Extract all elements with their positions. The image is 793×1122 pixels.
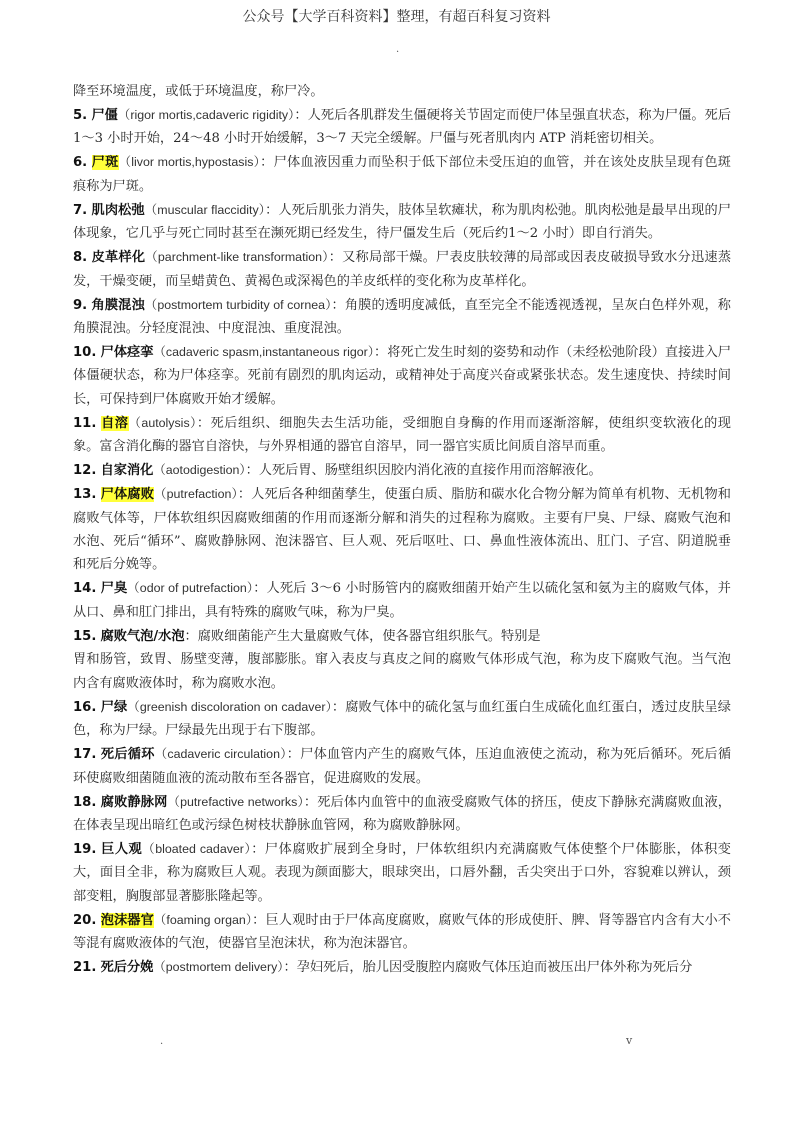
entry-term: 肌肉松弛 (91, 202, 145, 218)
entry-description: ：人死后各肌群发生僵硬将关节固定而使尸体呈强直状态，称为尸僵。死后 1～3 小时开始，24～48 小时开始缓解，3～7 天完全缓解。尸僵与死者肌肉内 ATP 消耗密切相关。 (73, 108, 732, 147)
entry-21 (73, 956, 731, 979)
page-header: 公众号【大学百科资料】整理，有超百科复习资料 (242, 9, 551, 25)
entry-term: 自溶 (101, 415, 129, 431)
entry-number: 19. (73, 841, 97, 857)
entry-number: 17. (73, 747, 97, 763)
entry-5 (73, 104, 731, 151)
entry-description: ：又称局部干燥。尸表皮肤较薄的局部或因表皮破损导致水分迅速蒸发，干燥变硬，而呈蜡黄色、黄褐色或深褐色的羊皮纸样的变化称为皮革样化。 (73, 250, 732, 289)
entry-description: ：人死后 3～6 小时肠管内的腐败细菌开始产生以硫化氢和氨为主的腐败气体，并从口、鼻和肛门排出，具有特殊的腐败气味，称为尸臭。 (73, 581, 731, 620)
entry-description: ：将死亡发生时刻的姿势和动作（未经松弛阶段）直接进入尸体僵硬状态，称为尸体痉挛。死前有剧烈的肌肉运动，或精神处于高度兴奋或紧张状态。发生速度快、持续时间长，可保持到尸体腐败开始才缓解。 (73, 345, 731, 407)
entry-english: （postmortem delivery） (153, 960, 284, 975)
entry-number: 15. (73, 628, 97, 644)
entry-number: 10. (73, 345, 97, 361)
entry-english: （aotodigestion） (153, 463, 246, 478)
entry-description: ：尸体血液因重力而坠积于低下部位未受压迫的血管，并在该处皮肤呈现有色斑痕称为尸斑。 (73, 155, 731, 194)
entry-12 (73, 459, 731, 482)
entry-term: 角膜混浊 (91, 297, 145, 313)
entry-english: （foaming organ） (153, 912, 253, 927)
entry-number: 21. (73, 960, 97, 976)
entry-english: （parchment-like transformation） (145, 250, 329, 265)
entry-number: 13. (73, 487, 97, 503)
entry-number: 14. (73, 581, 97, 597)
entry-english: （putrefactive networks） (167, 794, 304, 809)
entry-8 (73, 246, 731, 293)
entry-description: ：人死后肌张力消失，肢体呈软瘫状，称为肌肉松弛。肌肉松弛是最早出现的尸体现象，它几乎与死亡同时甚至在濒死期已经发生，待尸僵发生后（死后约1～2 小时）即自行消失。 (73, 202, 731, 242)
entry-english: （autolysis） (128, 415, 197, 430)
entry-term: 尸臭 (100, 581, 128, 597)
entry-description: ：巨人观时由于尸体高度腐败，腐败气体的形成使肝、脾、肾等器官内含有大小不等混有腐败液体的气泡，使器官呈泡沫状，称为泡沫器官。 (73, 912, 731, 952)
entry-term: 尸绿 (100, 699, 128, 715)
entry-9 (73, 294, 731, 341)
footer-mark-left: . (160, 1036, 164, 1047)
entry-english: （bloated cadaver） (142, 841, 252, 856)
entry-number: 6. (73, 155, 88, 171)
entry-english: （cadaveric circulation） (154, 747, 287, 762)
entry-description: ：腐败细菌能产生大量腐败气体，使各器官组织胀气。特别是 (184, 628, 541, 644)
intro-line: 降至环境温度，或低于环境温度，称尸冷。 (73, 84, 324, 99)
entry-number: 7. (73, 202, 88, 218)
entry-6 (73, 151, 731, 198)
entry-number: 5. (73, 108, 88, 123)
entry-description: ：人死后各种细菌孳生，使蛋白质、脂肪和碳水化合物分解为简单有机物、无机物和腐败气体等，尸体软组织因腐败细菌的作用而逐渐分解和消失的过程称为腐败。主要有尸臭、尸绿、腐败气泡和水泡、死后“循环”、腐败静脉网、泡沫器官、巨人观、死后呕吐、口、鼻血性液体流出、肛门、子宫、阴道脱垂和死后分娩等。 (73, 487, 731, 573)
entry-7 (73, 199, 731, 246)
entry-term: 腐败静脉网 (100, 794, 168, 810)
entry-20 (73, 909, 731, 956)
entry-term: 自家消化 (100, 463, 154, 479)
entry-term: 尸体痉挛 (100, 345, 154, 361)
footer-mark-right: v (626, 1034, 633, 1047)
entry-english: （cadaveric spasm,instantaneous rigor） (153, 345, 375, 360)
entry-14 (73, 577, 731, 624)
entry-english: （odor of putrefaction） (127, 581, 254, 596)
top-mark: . (396, 44, 400, 55)
entry-english: （putrefaction） (154, 487, 238, 502)
entry-english: （rigor mortis,cadaveric rigidity） (117, 108, 295, 122)
entry-term: 巨人观 (101, 841, 143, 857)
entry-16 (73, 696, 731, 743)
entry-description: ：人死后胃、肠壁组织因胶内消化液的直接作用而溶解液化。 (245, 463, 602, 479)
entry-15 (73, 625, 731, 648)
entry-description: ：角膜的透明度减低，直至完全不能透视透视，呈灰白色样外观，称角膜混浊。分轻度混浊、中度混浊、重度混浊。 (73, 297, 731, 337)
entry-number: 12. (73, 463, 97, 479)
entry-term: 尸僵 (91, 108, 118, 123)
entry-description: ：孕妇死后，胎儿因受腹腔内腐败气体压迫而被压出尸体外称为死后分 (283, 960, 693, 976)
entry-17 (73, 743, 731, 790)
entry-19 (73, 838, 731, 908)
entry-term: 泡沫器官 (100, 912, 154, 928)
entry-term: 死后循环 (100, 747, 155, 763)
entry-number: 11. (73, 415, 97, 431)
entry-description: ：死后组织、细胞失去生活功能，受细胞自身酶的作用而逐渐溶解，使组织变软液化的现象。富含消化酶的器官自溶快，与外界相通的器官自溶早，同一器官实质比间质自溶早而重。 (73, 415, 731, 455)
entry-description: ：死后体内血管中的血液受腐败气体的挤压，使皮下静脉充满腐败血液，在体表呈现出暗红色或污绿色树枝状静脉血管网，称为腐败静脉网。 (73, 794, 731, 833)
entry-13 (73, 483, 731, 577)
entry-english: （muscular flaccidity） (144, 202, 266, 217)
document-body (73, 80, 731, 980)
entry-number: 18. (73, 794, 97, 810)
entry-number: 16. (73, 699, 97, 715)
entry-term: 尸体腐败 (100, 487, 155, 503)
entry-number: 9. (73, 297, 88, 313)
entry-15-continued: 胃和肠管，致胃、肠壁变薄，腹部膨胀。窜入表皮与真皮之间的腐败气体形成气泡，称为皮下腐败气泡。当气泡内含有腐败液体时，称为腐败水泡。 (73, 652, 731, 691)
entry-term: 腐败气泡/水泡 (100, 628, 185, 644)
entry-11 (73, 412, 731, 459)
entry-10 (73, 341, 731, 411)
entry-english: （postmortem turbidity of cornea） (144, 297, 332, 312)
entry-description: ：腐败气体中的硫化氢与血红蛋白生成硫化血红蛋白，透过皮肤呈绿色，称为尸绿。尸绿最先出现于右下腹部。 (73, 699, 731, 739)
entry-term: 皮革样化 (91, 250, 146, 266)
entry-term: 尸斑 (91, 155, 119, 171)
entry-description: ：尸体腐败扩展到全身时，尸体软组织内充满腐败气体使整个尸体膨胀，体积变大，面目全非，称为腐败巨人观。表现为颜面膨大，眼球突出，口唇外翻，舌尖突出于口外，容貌难以辨认，颈部变粗，胸腹部显著膨胀隆起等。 (73, 841, 731, 904)
entry-number: 8. (73, 250, 88, 266)
entry-term: 死后分娩 (100, 960, 154, 976)
entry-number: 20. (73, 912, 97, 928)
entry-english: （livor mortis,hypostasis） (118, 155, 261, 170)
entry-english: （greenish discoloration on cadaver） (127, 699, 332, 714)
entry-18 (73, 791, 731, 838)
entry-description: ：尸体血管内产生的腐败气体，压迫血液使之流动，称为死后循环。死后循环使腐败细菌随血液的流动散布至各器官，促进腐败的发展。 (73, 747, 732, 786)
